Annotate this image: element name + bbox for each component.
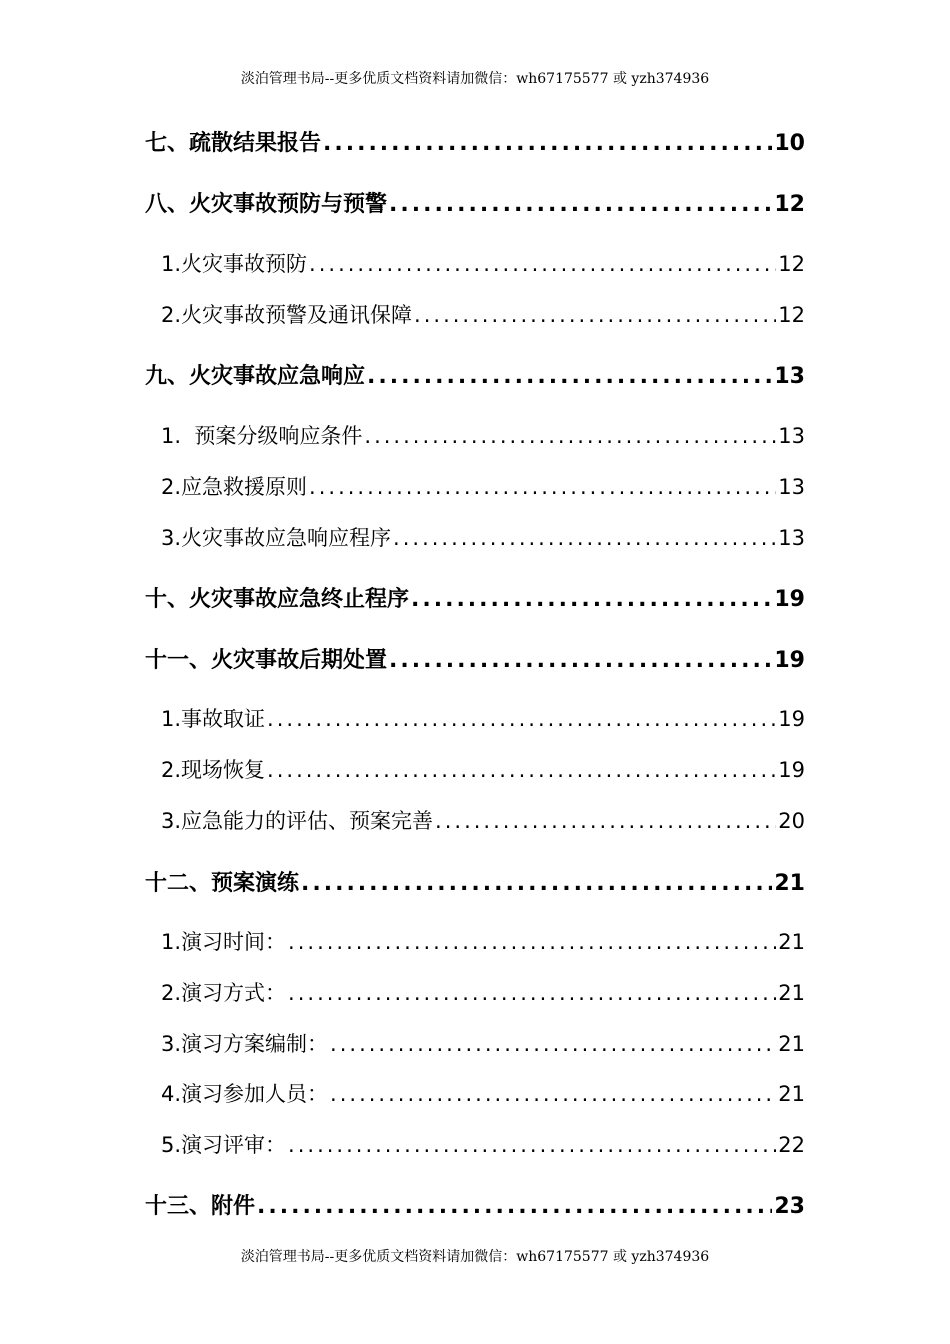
toc-entry-title: 八、火灾事故预防与预警 [145, 192, 388, 217]
toc-entry-title: 2.火灾事故预警及通讯保障 [161, 303, 413, 327]
toc-entry[interactable] [161, 805, 805, 835]
toc-entry-title: 3.演习方案编制： [161, 1032, 329, 1056]
toc-entry-title: 十二、预案演练 [145, 871, 300, 896]
toc-dot-leader [288, 981, 776, 1005]
toc-entry-page: 22 [778, 1133, 805, 1157]
toc-entry[interactable] [145, 866, 805, 897]
toc-entry-page: 13 [774, 364, 805, 389]
toc-entry-title: 2.现场恢复 [161, 758, 266, 782]
toc-entry-title: 十三、附件 [145, 1194, 256, 1219]
toc-entry-title: 3.火灾事故应急响应程序 [161, 526, 392, 550]
toc-entry-page: 12 [778, 252, 805, 276]
toc-entry-page: 19 [774, 648, 805, 673]
toc-entry-title: 4.演习参加人员： [161, 1082, 329, 1106]
toc-dot-leader [364, 424, 776, 448]
toc-entry-page: 10 [774, 131, 805, 156]
toc-dot-leader [411, 587, 772, 612]
toc-entry[interactable] [145, 643, 805, 674]
toc-entry-page: 19 [774, 587, 805, 612]
toc-entry-title: 1.事故取证 [161, 707, 266, 731]
toc-entry[interactable] [161, 299, 805, 329]
toc-entry-page: 21 [774, 871, 805, 896]
toc-dot-leader [389, 192, 772, 217]
toc-entry-page: 21 [778, 930, 805, 954]
toc-entry-page: 21 [778, 981, 805, 1005]
toc-dot-leader [301, 871, 772, 896]
toc-entry[interactable] [161, 248, 805, 278]
toc-dot-leader [288, 930, 776, 954]
toc-entry[interactable] [161, 522, 805, 552]
toc-dot-leader [309, 475, 776, 499]
toc-entry-title: 2.应急救援原则 [161, 475, 308, 499]
toc-dot-leader [323, 131, 772, 156]
toc-entry-page: 19 [778, 707, 805, 731]
toc-entry-page: 13 [778, 424, 805, 448]
toc-entry[interactable] [145, 126, 805, 157]
toc-entry-title: 十一、火灾事故后期处置 [145, 648, 388, 673]
toc-entry-page: 19 [778, 758, 805, 782]
toc-dot-leader [267, 707, 776, 731]
toc-dot-leader [288, 1133, 776, 1157]
toc-entry-title: 九、火灾事故应急响应 [145, 364, 366, 389]
toc-entry-title: 5.演习评审： [161, 1133, 287, 1157]
toc-entry[interactable] [161, 754, 805, 784]
toc-entry-title: 1.演习时间： [161, 930, 287, 954]
toc-entry-title: 2.演习方式： [161, 981, 287, 1005]
toc-entry-page: 12 [778, 303, 805, 327]
toc-entry[interactable] [161, 703, 805, 733]
toc-dot-leader [257, 1194, 772, 1219]
toc-entry-page: 21 [778, 1032, 805, 1056]
toc-entry-page: 13 [778, 526, 805, 550]
toc-entry-page: 20 [778, 809, 805, 833]
toc-entry-page: 12 [774, 192, 805, 217]
toc-entry[interactable] [161, 420, 805, 450]
toc-entry[interactable] [145, 1189, 805, 1220]
toc-entry[interactable] [145, 187, 805, 218]
toc-entry[interactable] [161, 1078, 805, 1108]
page-header-note: 淡泊管理书局--更多优质文档资料请加微信：wh67175577 或 yzh374936 [240, 71, 710, 87]
toc-entry[interactable] [145, 582, 805, 613]
toc-entry[interactable] [161, 977, 805, 1007]
toc-entry-title: 十、火灾事故应急终止程序 [145, 587, 410, 612]
toc-entry-title: 3.应急能力的评估、预案完善 [161, 809, 434, 833]
toc-dot-leader [330, 1082, 776, 1106]
toc-entry[interactable] [161, 471, 805, 501]
toc-dot-leader [389, 648, 772, 673]
toc-entry-title: 七、疏散结果报告 [145, 131, 322, 156]
toc-dot-leader [367, 364, 772, 389]
toc-entry-page: 23 [774, 1194, 805, 1219]
toc-dot-leader [330, 1032, 776, 1056]
toc-entry[interactable] [161, 926, 805, 956]
toc-entry[interactable] [161, 1028, 805, 1058]
toc-dot-leader [435, 809, 776, 833]
toc-entry-title: 1. 预案分级响应条件 [161, 424, 363, 448]
toc-entry-title: 1.火灾事故预防 [161, 252, 308, 276]
toc-dot-leader [309, 252, 776, 276]
toc-dot-leader [267, 758, 776, 782]
toc-entry[interactable] [161, 1129, 805, 1159]
toc-entry-page: 13 [778, 475, 805, 499]
toc-dot-leader [393, 526, 776, 550]
toc-entry-page: 21 [778, 1082, 805, 1106]
toc-entry[interactable] [145, 359, 805, 390]
page-footer-note: 淡泊管理书局--更多优质文档资料请加微信：wh67175577 或 yzh374936 [240, 1249, 710, 1265]
toc-dot-leader [414, 303, 776, 327]
